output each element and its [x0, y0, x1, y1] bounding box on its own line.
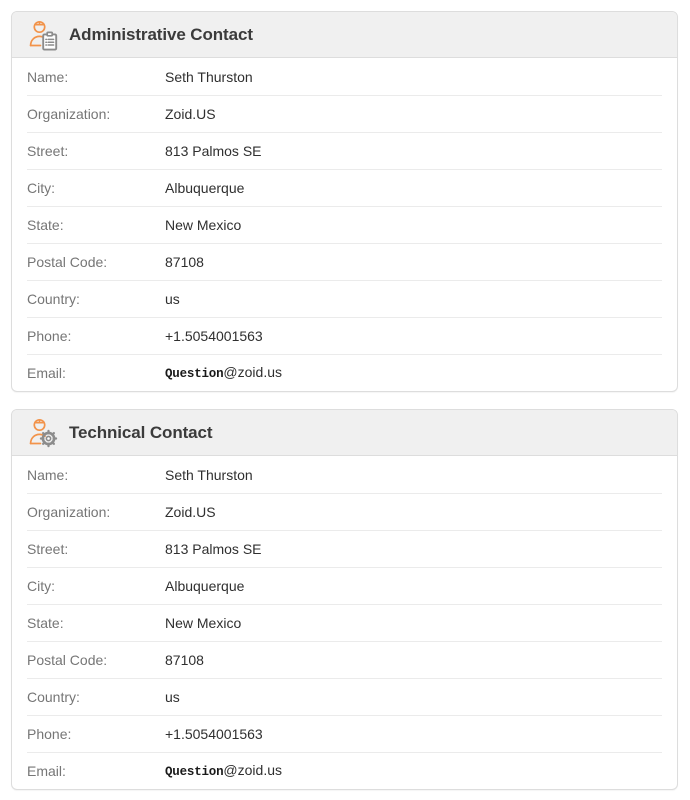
detail-row-technical-contact-8: [27, 752, 662, 789]
detail-row-label-administrative-contact-2: Street:: [27, 143, 69, 159]
detail-row-value-administrative-contact-0: Seth Thurston: [165, 68, 253, 85]
detail-row-administrative-contact-4: [27, 206, 662, 243]
email-local-part: Question: [165, 367, 224, 382]
detail-row-value-administrative-contact-1: Zoid.US: [165, 106, 216, 122]
detail-row-label-technical-contact-7: Phone:: [27, 726, 72, 742]
detail-row-label-administrative-contact-7: Phone:: [27, 328, 72, 344]
panel-title-administrative-contact: Administrative Contact: [69, 25, 253, 44]
detail-row-label-technical-contact-3: City:: [27, 578, 55, 594]
detail-row-value-technical-contact-7: +1.5054001563: [165, 726, 263, 742]
panel-body-technical-contact: [12, 456, 677, 789]
person-clipboard-icon: [27, 19, 59, 51]
detail-row-technical-contact-2: [27, 530, 662, 567]
detail-row-value-administrative-contact-5: 87108: [165, 254, 204, 270]
detail-row-value-technical-contact-4: New Mexico: [165, 615, 242, 631]
detail-row-label-technical-contact-6: Country:: [27, 689, 80, 705]
contact-panel-administrative-contact: [11, 11, 678, 392]
detail-row-label-technical-contact-0: Name:: [27, 466, 69, 483]
person-gear-icon: [27, 417, 59, 449]
panel-body-administrative-contact: [12, 58, 677, 391]
detail-row-technical-contact-6: [27, 678, 662, 715]
detail-row-label-technical-contact-5: Postal Code:: [27, 652, 108, 668]
detail-row-administrative-contact-3: [27, 169, 662, 206]
detail-row-label-administrative-contact-6: Country:: [27, 291, 80, 307]
detail-row-technical-contact-4: [27, 604, 662, 641]
detail-row-value-administrative-contact-3: Albuquerque: [165, 180, 245, 196]
detail-row-value-technical-contact-8: [165, 763, 282, 779]
detail-row-administrative-contact-8: [27, 354, 662, 391]
detail-row-value-technical-contact-2: 813 Palmos SE: [165, 541, 262, 557]
detail-row-administrative-contact-0: [27, 58, 662, 95]
detail-row-value-technical-contact-6: us: [165, 689, 180, 705]
detail-row-value-technical-contact-0: Seth Thurston: [165, 466, 253, 483]
detail-row-label-administrative-contact-4: State:: [27, 217, 64, 233]
person-clipboard-icon: [27, 19, 59, 51]
person-gear-icon: [27, 417, 59, 449]
detail-row-technical-contact-3: [27, 567, 662, 604]
detail-row-administrative-contact-6: [27, 280, 662, 317]
detail-row-value-administrative-contact-4: New Mexico: [165, 217, 242, 233]
detail-row-value-technical-contact-5: 87108: [165, 652, 204, 668]
detail-row-value-technical-contact-1: Zoid.US: [165, 504, 216, 520]
contact-panel-technical-contact: [11, 409, 678, 790]
panel-header-administrative-contact: [12, 12, 677, 58]
detail-row-label-technical-contact-1: Organization:: [27, 504, 111, 520]
detail-row-technical-contact-0: [27, 456, 662, 493]
email-local-part: Question: [165, 765, 224, 780]
detail-row-value-administrative-contact-7: +1.5054001563: [165, 328, 263, 344]
detail-row-technical-contact-7: [27, 715, 662, 752]
detail-row-administrative-contact-2: [27, 132, 662, 169]
detail-row-technical-contact-5: [27, 641, 662, 678]
email-domain-part: @zoid.us: [223, 364, 282, 381]
detail-row-value-technical-contact-3: Albuquerque: [165, 578, 245, 594]
detail-row-label-administrative-contact-5: Postal Code:: [27, 254, 108, 270]
panel-header-technical-contact: [12, 410, 677, 456]
detail-row-administrative-contact-1: [27, 95, 662, 132]
panel-title-technical-contact: Technical Contact: [69, 423, 213, 442]
detail-row-value-administrative-contact-6: us: [165, 291, 180, 307]
detail-row-label-technical-contact-2: Street:: [27, 541, 69, 557]
detail-row-label-administrative-contact-1: Organization:: [27, 106, 111, 122]
detail-row-label-administrative-contact-0: Name:: [27, 68, 69, 85]
detail-row-label-technical-contact-8: Email:: [27, 763, 66, 779]
detail-row-administrative-contact-5: [27, 243, 662, 280]
detail-row-label-administrative-contact-3: City:: [27, 180, 55, 196]
detail-row-label-administrative-contact-8: Email:: [27, 365, 66, 381]
detail-row-value-administrative-contact-2: 813 Palmos SE: [165, 143, 262, 159]
detail-row-label-technical-contact-4: State:: [27, 615, 64, 631]
email-domain-part: @zoid.us: [223, 762, 282, 779]
detail-row-value-administrative-contact-8: [165, 365, 282, 381]
detail-row-technical-contact-1: [27, 493, 662, 530]
detail-row-administrative-contact-7: [27, 317, 662, 354]
